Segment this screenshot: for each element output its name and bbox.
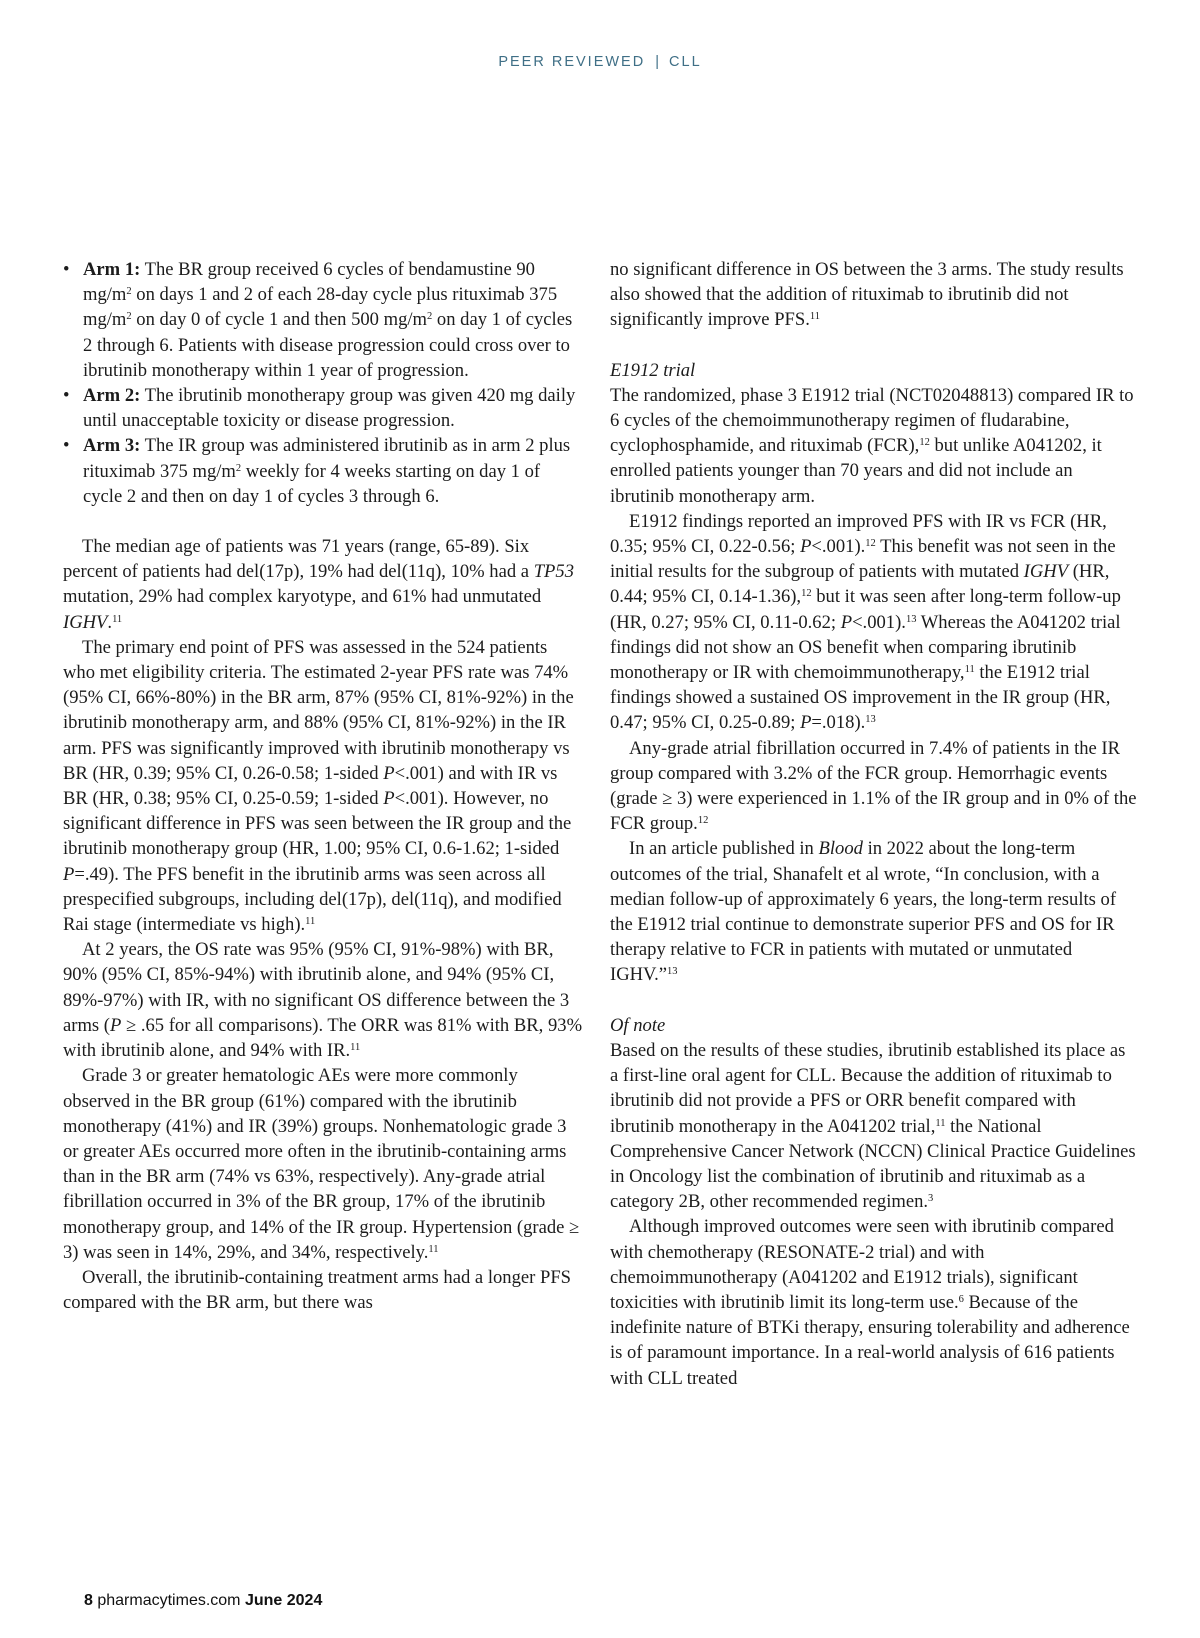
paragraph-e1912-findings: E1912 findings reported an improved PFS with IR vs FCR (HR, 0.35; 95% CI, 0.22-0.56; P<.001).$^{12}$ This benefit was not seen in the initial results for the subgroup of patients with mutated IGHV (HR, 0.44; 95% CI, 0.14-1.36),$^{12}$ but it was seen after long-term follow-up (HR, 0.27; 95% CI, 0.11-0.62; P<.001).$^{13}$ Whereas the A041202 trial findings did not show an OS benefit when comparing ibrutinib monotherapy or IR with chemoimmunotherapy,$^{11}$ the E1912 trial findings showed a sustained OS improvement in the IR group (HR, 0.47; 95% CI, 0.25-0.89; P=.018).$^{13}$ — [610, 510, 1121, 734]
arm-1-item — [63, 257, 583, 383]
paragraph-e1912-safety: Any-grade atrial fibrillation occurred in 7.4% of patients in the IR group compared with 3.2% of the FCR group. Hemorrhagic events (grade ≥ 3) were experienced in 1.1% of the IR group and in 0% of the FCR group.$^{12}$ — [610, 737, 1137, 835]
paragraph-of-note: Based on the results of these studies, ibrutinib established its place as a first-line oral agent for CLL. Because the addition of rituximab to ibrutinib did not provide a PFS or ORR benefit compared with ibrutinib monotherapy in the A041202 trial,$^{11}$ the National Comprehensive Cancer Network (NCCN) Clinical Practice Guidelines in Oncology list the combination of ibrutinib and rituximab as a category 2B, other recommended regimen.$^3$ — [610, 1039, 1136, 1213]
paragraph-patient-characteristics: The median age of patients was 71 years (range, 65-89). Six percent of patients had del(17p), 19% had del(11q), 10% had a TP53 mutation, 29% had complex karyotype, and 61% had unmutated IGHV.$^{11}$ — [63, 536, 575, 633]
arm-3-label: Arm 3: — [83, 435, 141, 457]
subheading-of-note: Of note — [610, 1014, 666, 1036]
paragraph-pfs-results: The primary end point of PFS was assessed in the 524 patients who met eligibility criteria. The estimated 2-year PFS rate was 74% (95% CI, 66%-80%) in the BR arm, 87% (95% CI, 81%-92%) in the ibrutinib monotherapy arm, and 88% (95% CI, 81%-92%) in the IR arm. PFS was significantly improved with ibrutinib monotherapy vs BR (HR, 0.39; 95% CI, 0.26-0.58; 1-sided P<.001) and with IR vs BR (HR, 0.38; 95% CI, 0.25-0.59; 1-sided P<.001). However, no significant difference in PFS was seen between the IR group and the ibrutinib monotherapy group (HR, 1.00; 95% CI, 0.6-1.62; 1-sided P=.49). The PFS benefit in the ibrutinib arms was seen across all prespecified subgroups, including del(17p), del(11q), and modified Rai stage (intermediate vs high).$^{11}$ — [63, 636, 574, 936]
superscript: 2 — [235, 462, 242, 474]
page-number: 8 — [84, 1592, 93, 1609]
paragraph-continued: no significant difference in OS between the 3 arms. The study results also showed that the addition of rituximab to ibrutinib did not significantly improve PFS.$^{11}$ — [610, 259, 1124, 331]
paragraph-adverse-events: Grade 3 or greater hematologic AEs were more commonly observed in the BR group (61%) compared with the ibrutinib monotherapy (41%) and IR (39%) groups. Nonhematologic grade 3 or greater AEs occurred more often in the ibrutinib-containing arms than in the BR arm (74% vs 63%, respectively). Any-grade atrial fibrillation occurred in 3% of the BR group, 17% of the ibrutinib monotherapy group, and 14% of the IR group. Hypertension (grade ≥ 3) was seen in 14%, 29%, and 34%, respectively.$^{11}$ — [63, 1065, 580, 1263]
right-column — [610, 257, 1138, 1391]
arm-2-item — [63, 383, 583, 433]
header-section: PEER REVIEWED — [498, 54, 646, 70]
arm-1-text: on day 1 of cycles 2 through 6. Patients with disease progression could cross over to ibrutinib monotherapy within 1 year of progression. — [83, 309, 573, 381]
arm-2-label: Arm 2: — [83, 385, 141, 407]
arm-1-text: on day 0 of cycle 1 and then 500 mg/m — [131, 309, 428, 331]
bullet-icon: • — [63, 435, 70, 457]
arm-3-text: weekly for 4 weeks starting on day 1 of cycle 2 and then on day 1 of cycles 3 through 6. — [83, 460, 541, 507]
superscript: 2 — [126, 311, 132, 323]
superscript: 2 — [427, 311, 433, 323]
bullet-icon: • — [63, 385, 70, 407]
running-header — [0, 54, 1200, 70]
paragraph-overall: Overall, the ibrutinib-containing treatment arms had a longer PFS compared with the BR arm, but there was — [63, 1266, 572, 1314]
paragraph-toxicities: Although improved outcomes were seen with ibrutinib compared with chemotherapy (RESONATE-2 trial) and with chemoimmunotherapy (A041202 and E1912 trials), significant toxicities with ibrutinib limit its long-term use.$^6$ Because of the indefinite nature of BTKi therapy, ensuring tolerability and adherence is of paramount importance. In a real-world analysis of 616 patients with CLL treated — [610, 1216, 1130, 1389]
bullet-icon: • — [63, 259, 70, 280]
arm-3-item — [63, 433, 583, 509]
header-topic: CLL — [669, 54, 702, 70]
paragraph-os-results: At 2 years, the OS rate was 95% (95% CI, 91%-98%) with BR, 90% (95% CI, 85%-94%) with ibrutinib alone, and 94% (95% CI, 89%-97%) with IR, with no significant OS difference between the 3 arms (P ≥ .65 for all comparisons). The ORR was 81% with BR, 93% with ibrutinib alone, and 94% with IR.$^{11}$ — [63, 939, 583, 1062]
arm-1-text: on days 1 and 2 of each 28-day cycle plus rituximab 375 mg/m — [83, 284, 558, 331]
arm-1-text: The BR group received 6 cycles of bendamustine 90 mg/m — [83, 259, 535, 306]
page-footer — [84, 1592, 322, 1610]
paragraph-e1912-design: The randomized, phase 3 E1912 trial (NCT02048813) compared IR to 6 cycles of the chemoimmunotherapy regimen of fludarabine, cyclophosphamide, and rituximab (FCR),$^{12}$ but unlike A041202, it enrolled patients younger than 70 years and did not include an ibrutinib monotherapy arm. — [610, 384, 1134, 507]
subheading-e1912-trial: E1912 trial — [610, 359, 696, 381]
arm-3-text: The IR group was administered ibrutinib as in arm 2 plus rituximab 375 mg/m — [83, 435, 571, 482]
arm-1-label: Arm 1: — [83, 259, 141, 280]
paragraph-blood-quote: In an article published in Blood in 2022 about the long-term outcomes of the trial, Shanafelt et al wrote, “In conclusion, with a median follow-up of approximately 6 years, the long-term results of the E1912 trial continue to demonstrate superior PFS and OS for IR therapy relative to FCR in patients with mutated or unmutated IGHV.”$^{13}$ — [610, 838, 1117, 986]
footer-date: June 2024 — [244, 1592, 323, 1609]
header-separator: | — [655, 54, 660, 70]
footer-site: pharmacytimes.com — [97, 1592, 241, 1609]
left-column — [63, 257, 583, 1315]
superscript: 2 — [126, 286, 132, 298]
arms-list — [63, 257, 583, 509]
arm-2-text: The ibrutinib monotherapy group was given 420 mg daily until unacceptable toxicity or disease progression. — [83, 385, 576, 432]
